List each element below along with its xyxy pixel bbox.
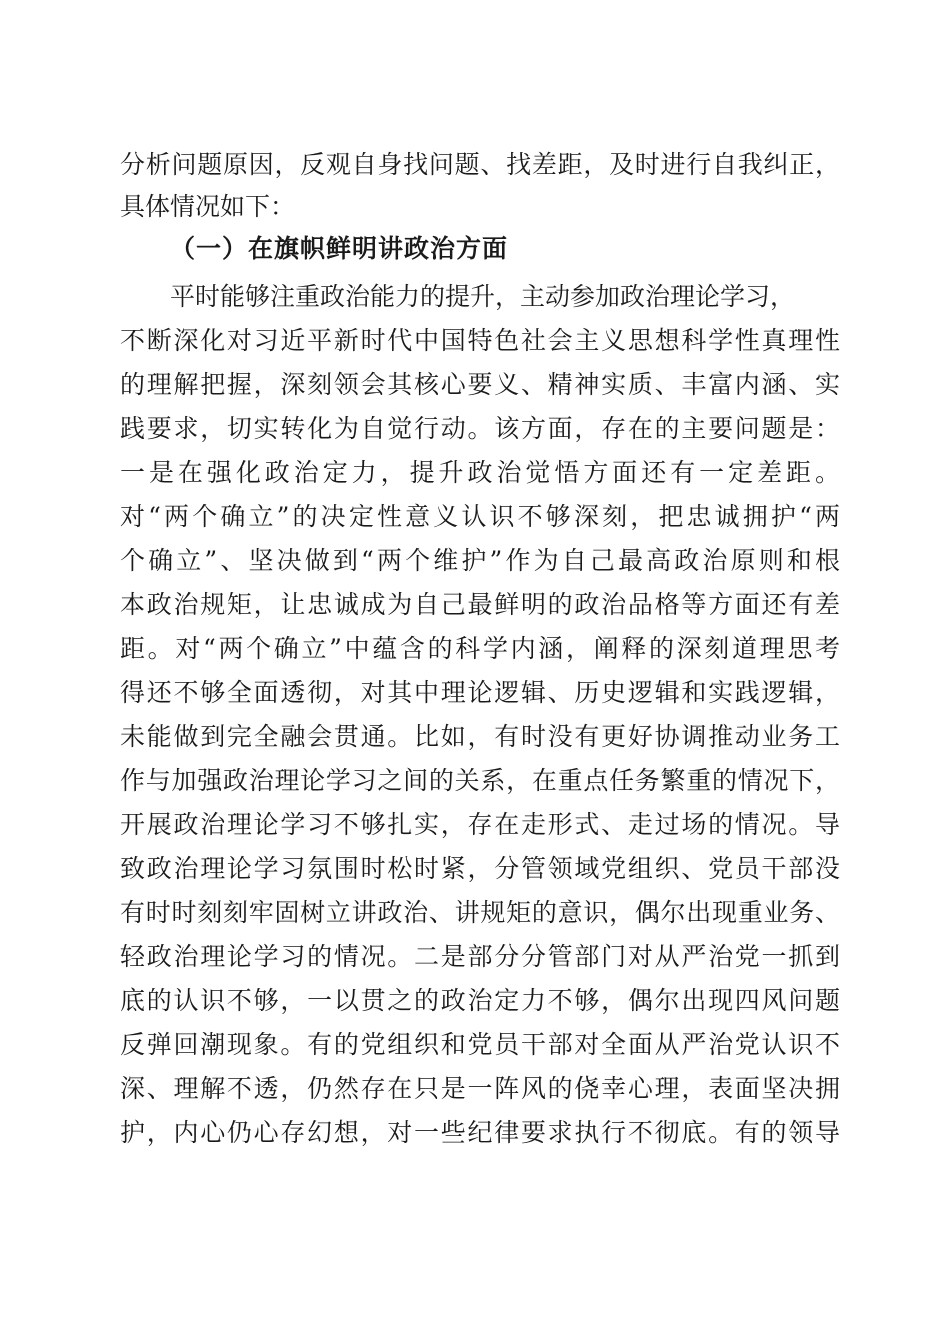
body-text-line: 本政治规矩，让忠诚成为自己最鲜明的政治品格等方面还有差 [120,590,840,619]
body-text-line: 得还不够全面透彻，对其中理论逻辑、历史逻辑和实践逻辑， [120,678,840,707]
body-text-line: 不断深化对习近平新时代中国特色社会主义思想科学性真理性 [120,326,840,355]
body-text-line: 距。对“两个确立”中蕴含的科学内涵，阐释的深刻道理思考 [120,634,840,663]
body-text-line: 开展政治理论学习不够扎实，存在走形式、走过场的情况。导 [120,810,840,839]
body-text-line: 具体情况如下： [120,192,296,221]
body-text-line: 分析问题原因，反观自身找问题、找差距，及时进行自我纠正， [120,150,840,179]
body-text-line: 个确立”、坚决做到“两个维护”作为自己最高政治原则和根 [120,546,840,575]
body-text-line: 践要求，切实转化为自觉行动。该方面，存在的主要问题是： [120,414,840,443]
body-text-line: 轻政治理论学习的情况。二是部分分管部门对从严治党一抓到 [120,942,840,971]
body-text-line: 有时时刻刻牢固树立讲政治、讲规矩的意识，偶尔出现重业务、 [120,898,840,927]
body-text-line: 对“两个确立”的决定性意义认识不够深刻，把忠诚拥护“两 [120,502,840,531]
body-text-line: 深、理解不透，仍然存在只是一阵风的侥幸心理，表面坚决拥 [120,1074,840,1103]
body-text-line: 未能做到完全融会贯通。比如，有时没有更好协调推动业务工 [120,722,840,751]
body-text-line: 致政治理论学习氛围时松时紧，分管领域党组织、党员干部没 [120,854,840,883]
section-heading: （一）在旗帜鲜明讲政治方面 [170,234,509,263]
body-text-line: 底的认识不够，一以贯之的政治定力不够，偶尔出现四风问题 [120,986,840,1015]
body-text-line: 作与加强政治理论学习之间的关系，在重点任务繁重的情况下， [120,766,840,795]
paragraph-first-line: 平时能够注重政治能力的提升，主动参加政治理论学习， [170,282,796,311]
body-text-line: 护，内心仍心存幻想，对一些纪律要求执行不彻底。有的领导 [120,1118,840,1147]
body-text-line: 一是在强化政治定力，提升政治觉悟方面还有一定差距。 [120,458,840,487]
body-text-line: 反弹回潮现象。有的党组织和党员干部对全面从严治党认识不 [120,1030,840,1059]
body-text-line: 的理解把握，深刻领会其核心要义、精神实质、丰富内涵、实 [120,370,840,399]
